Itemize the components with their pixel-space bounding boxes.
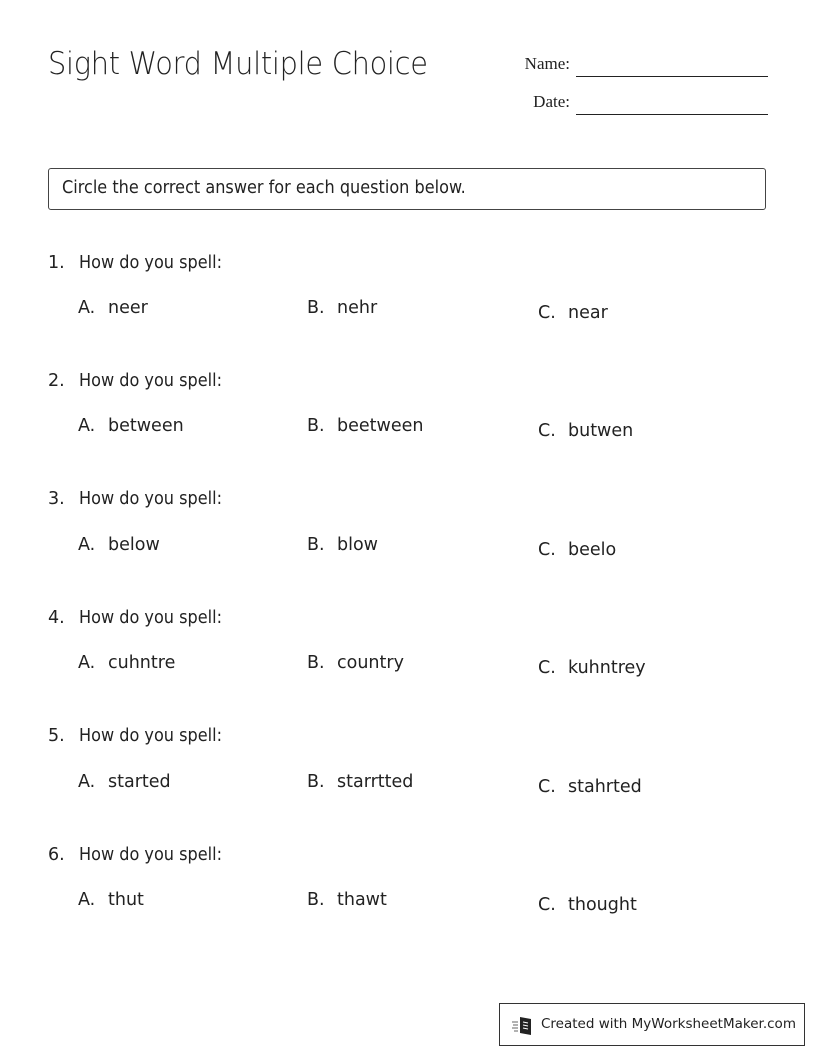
question-number: 1.	[48, 253, 65, 273]
choice-a[interactable]: A. thut	[78, 890, 144, 910]
question-prompt: How do you spell:	[79, 608, 223, 628]
date-field-line[interactable]	[576, 114, 768, 115]
question-number: 2.	[48, 371, 65, 391]
choice-b[interactable]: B. blow	[307, 535, 378, 555]
question-prompt: How do you spell:	[79, 845, 223, 865]
question-6	[48, 845, 768, 945]
question-prompt: How do you spell:	[79, 726, 223, 746]
question-prompt: How do you spell:	[79, 371, 223, 391]
footer-credit-box[interactable]	[499, 1003, 805, 1046]
question-prompt: How do you spell:	[79, 489, 223, 509]
question-1	[48, 253, 768, 353]
name-field-line[interactable]	[576, 76, 768, 77]
choice-c[interactable]: C. kuhntrey	[538, 658, 646, 678]
choice-a[interactable]: A. cuhntre	[78, 653, 176, 673]
question-5	[48, 726, 768, 826]
instructions-text: Circle the correct answer for each question below.	[62, 178, 466, 198]
choice-c[interactable]: C. near	[538, 303, 608, 323]
choice-a[interactable]: A. below	[78, 535, 160, 555]
choice-c[interactable]: C. butwen	[538, 421, 634, 441]
choice-c[interactable]: C. stahrted	[538, 777, 642, 797]
choice-a[interactable]: A. started	[78, 772, 171, 792]
question-number: 4.	[48, 608, 65, 628]
worksheet-maker-logo-icon	[512, 1016, 534, 1036]
question-prompt: How do you spell:	[79, 253, 223, 273]
choice-c[interactable]: C. thought	[538, 895, 637, 915]
question-number: 6.	[48, 845, 65, 865]
name-label: Name:	[524, 54, 570, 73]
question-2	[48, 371, 768, 471]
question-4	[48, 608, 768, 708]
question-number: 3.	[48, 489, 65, 509]
question-3	[48, 489, 768, 589]
footer-credit-text: Created with MyWorksheetMaker.com	[541, 1016, 796, 1032]
choice-b[interactable]: B. nehr	[307, 298, 378, 318]
page-title: Sight Word Multiple Choice	[48, 46, 428, 82]
question-number: 5.	[48, 726, 65, 746]
choice-c[interactable]: C. beelo	[538, 540, 617, 560]
instructions-box	[48, 168, 766, 210]
choice-a[interactable]: A. between	[78, 416, 184, 436]
choice-b[interactable]: B. country	[307, 653, 404, 673]
date-label: Date:	[533, 92, 570, 111]
choice-b[interactable]: B. thawt	[307, 890, 387, 910]
choice-b[interactable]: B. starrtted	[307, 772, 414, 792]
choice-a[interactable]: A. neer	[78, 298, 148, 318]
choice-b[interactable]: B. beetween	[307, 416, 424, 436]
